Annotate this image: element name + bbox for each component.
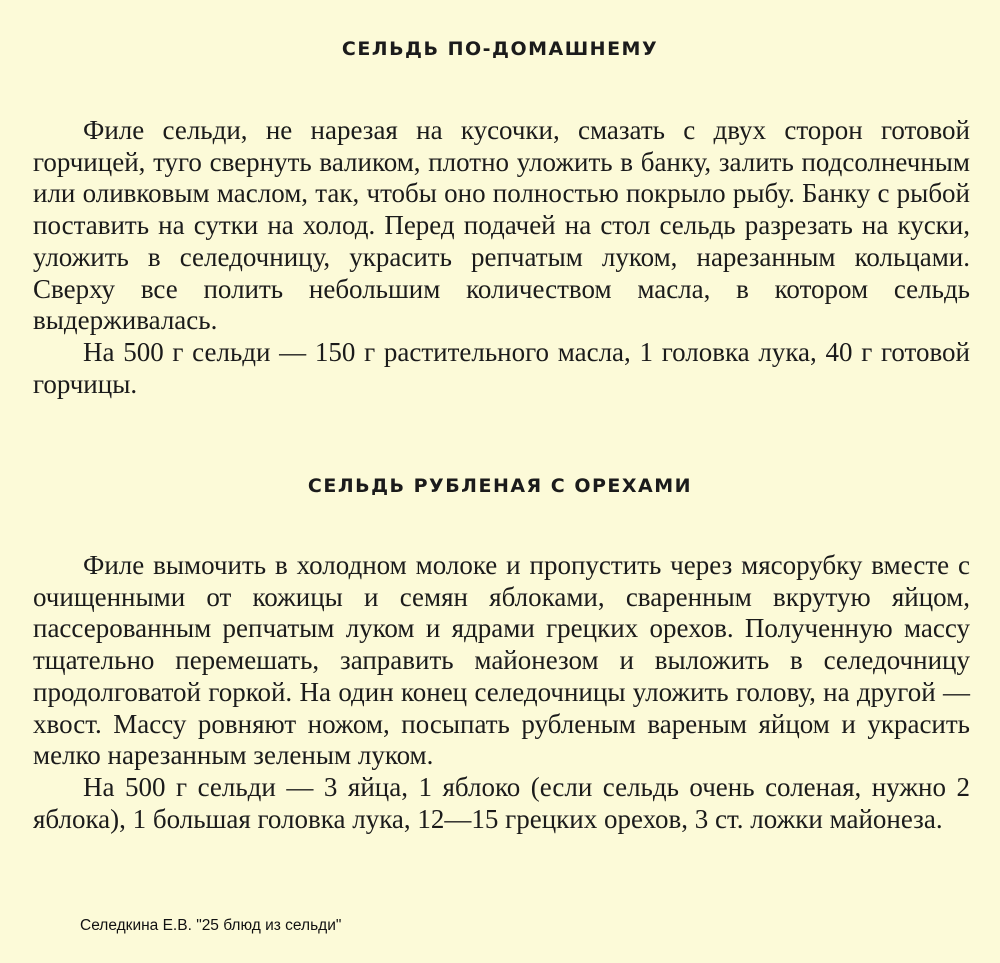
recipe-title: СЕЛЬДЬ РУБЛЕНАЯ С ОРЕХАМИ bbox=[307, 475, 693, 497]
recipe-ingredients: На 500 г сельди — 150 г растительного масла, 1 головка лука, 40 г готовой горчицы. bbox=[33, 336, 970, 399]
recipe-method: Филе вымочить в холодном молоке и пропустить через мясорубку вместе с очищенными от кожицы и семян яблоками, сваренным вкрутую яйцом, пассерованным репчатым луком и ядрами грецких орехов. Полученную массу тщательно перемешать, заправить майонезом и выложить в селедочницу продолговатой горкой. На один конец селедочницы уложить голову, на другой — хвост. Массу ровняют ножом, посыпать рубленым вареным яйцом и украсить мелко нарезанным зеленым луком. bbox=[33, 550, 970, 771]
recipe-body bbox=[33, 115, 970, 400]
source-caption: Селедкина Е.В. "25 блюд из сельди" bbox=[80, 917, 342, 934]
recipe-ingredients: На 500 г сельди — 3 яйца, 1 яблоко (если сельдь очень соленая, нужно 2 яблока), 1 большая головка лука, 12—15 грецких орехов, 3 ст. ложки майонеза. bbox=[33, 771, 970, 834]
recipe-body bbox=[33, 550, 970, 835]
recipe-title: СЕЛЬДЬ ПО-ДОМАШНЕМУ bbox=[341, 38, 659, 60]
recipe-method: Филе сельди, не нарезая на кусочки, смазать с двух сторон готовой горчицей, туго свернуть валиком, плотно уложить в банку, залить подсолнечным или оливковым маслом, так, чтобы оно полностью покрыло рыбу. Банку с рыбой поставить на сутки на холод. Перед подачей на стол сельдь разрезать на куски, уложить в селедочницу, украсить репчатым луком, нарезанным кольцами. Сверху все полить небольшим количеством масла, в котором сельдь выдерживалась. bbox=[33, 115, 970, 336]
